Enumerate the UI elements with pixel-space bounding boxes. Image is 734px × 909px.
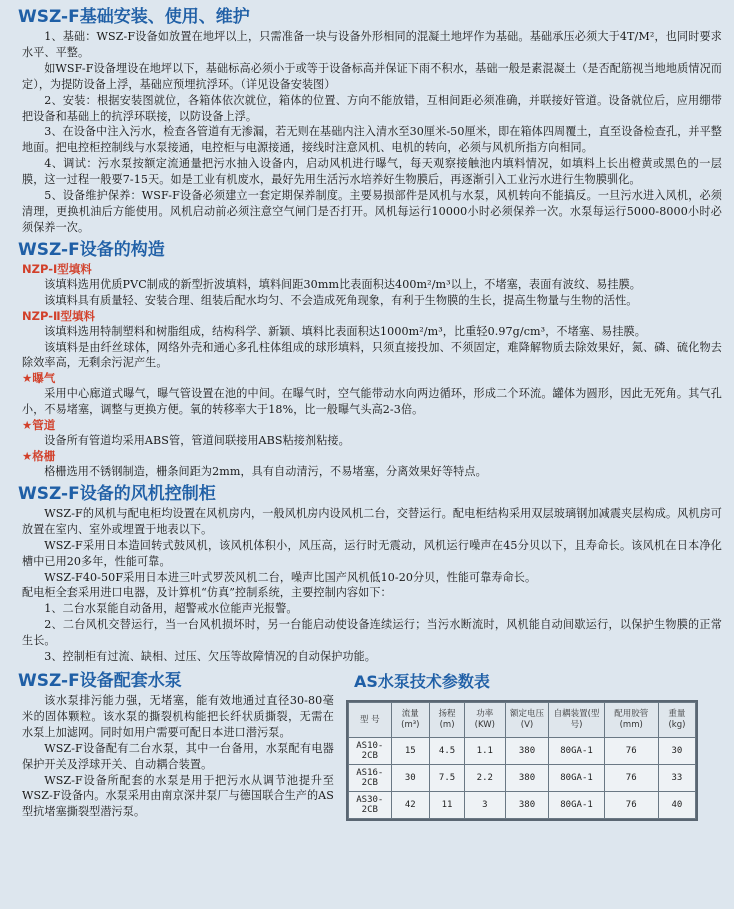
- paragraph: WSZ-F设备配有二台水泵，其中一台备用，水泵配有电器保护开关及浮球开关、自动耦合装置。: [22, 741, 334, 771]
- paragraph: 格栅选用不锈钢制造，栅条间距为2mm，具有自动清污，不易堵塞，分离效果好等特点。: [44, 465, 487, 479]
- table-cell: AS10-2CB: [349, 738, 392, 765]
- table-cell: 11: [430, 792, 465, 819]
- subheading-grille: ★格栅: [22, 449, 56, 464]
- paragraph: 该填料选用特制塑料和树脂组成，结构科学、新颖、填料比表面积达1000m²/m³，比重轻0.97g/cm³，不堵塞、易挂膜。: [44, 324, 646, 338]
- paragraph: WSZ-F采用日本造回转式鼓风机，该风机体积小，风压高，运行时无震动，风机运行噪声在45分贝以下，且寿命长。该风机在日本净化槽中已用20多年，性能可靠。: [22, 538, 722, 568]
- table-cell: 80GA-1: [549, 738, 604, 765]
- paragraph: 如WSF-F设备埋设在地坪以下，基础标高必须小于或等于设备标高并保证下雨不积水，基础一般是素混凝土（是否配筋视当地地质情况而定），为提防设备上浮，基础应预埋抗浮环。（详见设备安装图）: [22, 61, 722, 91]
- table-row: [349, 738, 696, 765]
- column-header: 流量 (m³): [391, 703, 429, 738]
- list-item: 1、二台水泵能自动备用，超警戒水位能声光报警。: [44, 602, 298, 616]
- paragraph: 该填料选用优质PVC制成的新型折波填料，填料间距30mm比表面积达400m²/m³以上，不堵塞，表面有波纹、易挂膜。: [44, 277, 641, 291]
- paragraph: 设备所有管道均采用ABS管，管道间联接用ABS粘接剂粘接。: [44, 434, 350, 448]
- table-row: [349, 792, 696, 819]
- list-item: 2、二台风机交替运行，当一台风机损坏时，另一台能启动使设备连续运行；当污水断流时，风机能自动间歇运行，以保护生物膜的正常生长。: [22, 618, 722, 648]
- paragraph: 3、在设备中注入污水，检查各管道有无渗漏，若无则在基础内注入清水至30厘米-50厘米，即在箱体四周覆土，直至设备检查孔，并平整地面。把电控柜控制线与水泵接通，电控柜与电源接通，接线时注意风机、电机的转向，必须与风机所指方向相同。: [22, 125, 722, 155]
- table-cell: 42: [391, 792, 429, 819]
- pump-table-frame: [346, 700, 698, 821]
- table-header-row: [349, 703, 696, 738]
- table-cell: AS16-2CB: [349, 765, 392, 792]
- column-header: 功率 (KW): [465, 703, 505, 738]
- section-title-control-cabinet: WSZ-F设备的风机控制柜: [18, 483, 216, 504]
- pump-spec-table: [348, 702, 696, 819]
- paragraph: 4、调试：污水泵按额定流通量把污水抽入设备内，启动风机进行曝气，每天观察接触池内填料情况，如填料上长出橙黄或黑色的一层膜，这一过程一般要7-15天。如是工业有机废水，最好先用生活污水培养好生物膜后，再逐渐引入工业污水进行生物膜驯化。: [22, 157, 722, 187]
- paragraph: 该水泵排污能力强，无堵塞，能有效地通过直径30-80毫米的固体颗粒。该水泵的撕裂机构能把长纤状质撕裂，无需在水泵上加滤网。同时如用户需要可配日本进口潜污泵。: [22, 694, 334, 739]
- column-header: 自耦装置(型号): [549, 703, 604, 738]
- table-cell: 1.1: [465, 738, 505, 765]
- list-item: 3、控制柜有过流、缺相、过压、欠压等故障情况的自动保护功能。: [44, 650, 376, 664]
- paragraph: 配电柜全套采用进口电器，及计算机“仿真”控制系统，主要控制内容如下：: [22, 586, 392, 600]
- paragraph: 该填料是由纤丝球体，网络外壳和通心多孔柱体组成的球形填料，只须直接投加、不须固定，难降解物质去除效果好，氮、磷、硫化物去除效率高，无剩余污泥产生。: [22, 340, 722, 370]
- paragraph: 5、设备维护保养：WSF-F设备必须建立一套定期保养制度。主要易损部件是风机与水泵，风机转向不能搞反。一旦污水进入风机，必须清理，更换机油后方能使用。风机启动前必须注意空气闸门是否打开。风机每运行10000小时必须保养一次。水泵每运行5000-8000小时必须保养一次。: [22, 189, 722, 234]
- bottom-section: [18, 667, 722, 825]
- table-cell: 2.2: [465, 765, 505, 792]
- table-cell: 7.5: [430, 765, 465, 792]
- pump-section: [18, 667, 334, 825]
- column-header: 额定电压(V): [505, 703, 549, 738]
- paragraph: 1、基础：WSZ-F设备如放置在地坪以上，只需准备一块与设备外形相同的混凝土地坪作为基础。基础承压必须大于4T/M²，也同时要求水平、平整。: [22, 30, 722, 59]
- table-cell: 40: [658, 792, 695, 819]
- section-title-structure: WSZ-F设备的构造: [18, 239, 165, 260]
- column-header: 重量 (kg): [658, 703, 695, 738]
- subheading-aeration: ★曝气: [22, 371, 56, 386]
- table-cell: 80GA-1: [549, 765, 604, 792]
- table-cell: 30: [658, 738, 695, 765]
- table-cell: 380: [505, 792, 549, 819]
- section-title-pumps: WSZ-F设备配套水泵: [18, 671, 182, 691]
- column-header: 配用胶管(mm): [604, 703, 658, 738]
- paragraph: 采用中心廊道式曝气，曝气管设置在池的中间。在曝气时，空气能带动水向两边循环，形成二个环流。罐体为圆形，因此无死角。其气孔小，不易堵塞，调整与更换方便。氧的转移率大于18%，比一般曝气头高2-3倍。: [22, 387, 722, 417]
- section-title-installation: WSZ-F基础安装、使用、维护: [18, 7, 250, 27]
- column-header: 扬程 (m): [430, 703, 465, 738]
- table-cell: 30: [391, 765, 429, 792]
- table-cell: 33: [658, 765, 695, 792]
- table-cell: 380: [505, 738, 549, 765]
- table-cell: 80GA-1: [549, 792, 604, 819]
- table-row: [349, 765, 696, 792]
- table-cell: 76: [604, 738, 658, 765]
- pump-table-section: [346, 667, 722, 825]
- paragraph: WSZ-F的风机与配电柜均设置在风机房内，一般风机房内设风机二台，交替运行。配电柜结构采用双层玻璃钢加减震夹层构成。风机房可放置在室内、室外或埋置于地表以下。: [22, 506, 722, 536]
- table-cell: AS30-2CB: [349, 792, 392, 819]
- table-cell: 3: [465, 792, 505, 819]
- table-cell: 76: [604, 792, 658, 819]
- paragraph: 2、安装：根据安装图就位，各箱体依次就位，箱体的位置、方向不能放错，互相间距必须准确，并联接好管道。设备就位后，应用绷带把设备和基础上的抗浮环联接，以防设备上浮。: [22, 93, 722, 123]
- table-cell: 380: [505, 765, 549, 792]
- subheading-nzp2: NZP-Ⅱ型填料: [22, 308, 96, 323]
- paragraph: WSZ-F设备所配套的水泵是用于把污水从调节池提升至WSZ-F设备内。水泵采用由南京深井泵厂与德国联合生产的AS型抗堵塞撕裂型潜污泵。: [22, 773, 334, 819]
- column-header: 型 号: [349, 703, 392, 738]
- table-cell: 76: [604, 765, 658, 792]
- subheading-pipes: ★管道: [22, 418, 56, 433]
- table-cell: 4.5: [430, 738, 465, 765]
- paragraph: WSZ-F40-50F采用日本进三叶式罗茨风机二台，噪声比国产风机低10-20分贝，性能可靠寿命长。: [44, 570, 537, 584]
- subheading-nzp1: NZP-Ⅰ型填料: [22, 261, 92, 276]
- table-title: AS水泵技术参数表: [354, 672, 490, 691]
- table-cell: 15: [391, 738, 429, 765]
- paragraph: 该填料具有质量轻、安装合理、组装后配水均匀、不会造成死角现象，有利于生物膜的生长，提高生物量与生物的活性。: [44, 293, 638, 307]
